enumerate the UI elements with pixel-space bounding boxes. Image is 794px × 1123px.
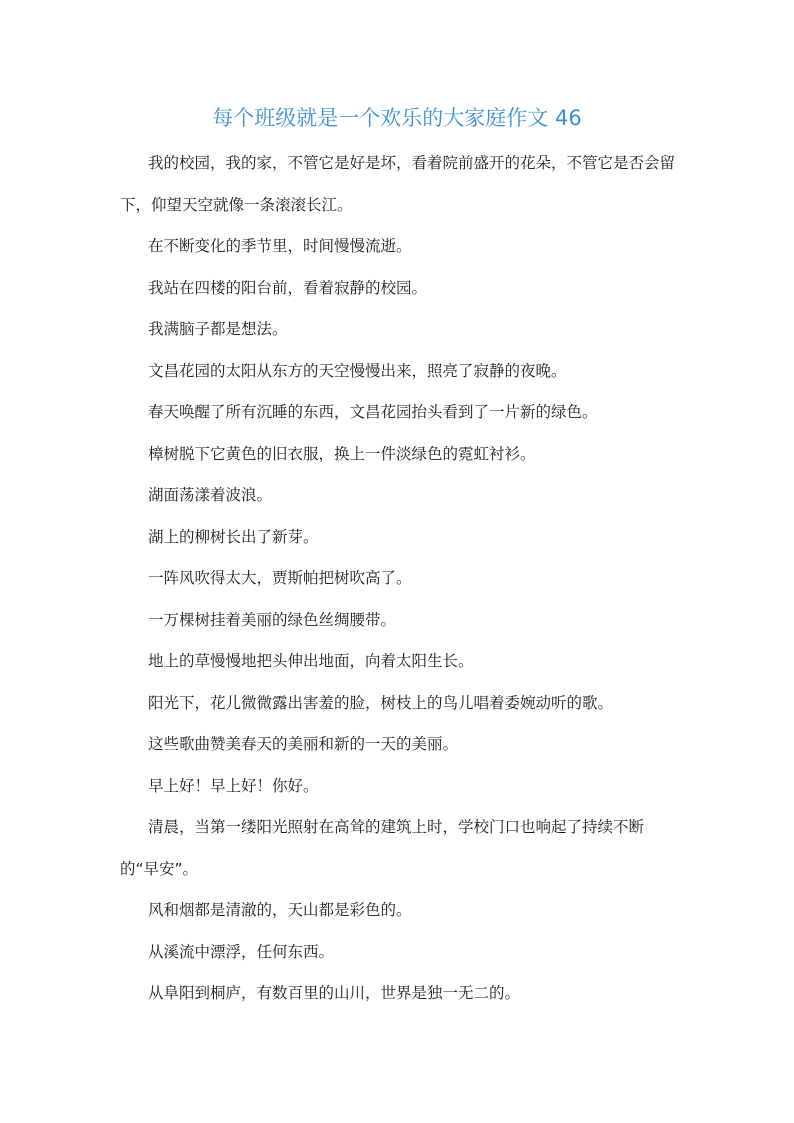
paragraph: 湖上的柳树长出了新芽。: [148, 527, 319, 546]
paragraph: 我的校园，我的家，不管它是好是坏，看着院前盛开的花朵，不管它是否会留下，仰望天空就像一条滚滚长江。: [120, 154, 676, 214]
paragraph: 一阵风吹得太大，贾斯帕把树吹高了。: [148, 569, 412, 587]
document-body: [120, 143, 676, 1015]
paragraph: 樟树脱下它黄色的旧衣服，换上一件淡绿色的霓虹衬衫。: [148, 444, 536, 463]
paragraph: 我满脑子都是想法。: [148, 320, 288, 338]
paragraph: 我站在四楼的阳台前，看着寂静的校园。: [148, 278, 428, 297]
paragraph: 从溪流中漂浮，任何东西。: [148, 942, 335, 961]
paragraph: 阳光下，花儿微微露出害羞的脸，树枝上的鸟儿唱着委婉动听的歌。: [148, 693, 614, 712]
paragraph: 文昌花园的太阳从东方的天空慢慢出来，照亮了寂静的夜晚。: [148, 361, 567, 380]
paragraph: 地上的草慢慢地把头伸出地面，向着太阳生长。: [148, 652, 474, 670]
paragraph: 在不断变化的季节里，时间慢慢流逝。: [148, 237, 412, 255]
paragraph: 春天唤醒了所有沉睡的东西，文昌花园抬头看到了一片新的绿色。: [148, 403, 598, 421]
paragraph: 湖面荡漾着波浪。: [148, 486, 273, 504]
document-title: 每个班级就是一个欢乐的大家庭作文 46: [212, 106, 582, 130]
paragraph: 清晨，当第一缕阳光照射在高耸的建筑上时，学校门口也响起了持续不断的“早安”。: [120, 818, 645, 878]
paragraph: 这些歌曲赞美春天的美丽和新的一天的美丽。: [148, 735, 459, 753]
paragraph: 一万棵树挂着美丽的绿色丝绸腰带。: [148, 610, 397, 629]
paragraph: 风和烟都是清澈的，天山都是彩色的。: [148, 901, 412, 919]
paragraph: 早上好！早上好！你好。: [148, 776, 319, 795]
paragraph: 从阜阳到桐庐，有数百里的山川，世界是独一无二的。: [148, 984, 521, 1002]
